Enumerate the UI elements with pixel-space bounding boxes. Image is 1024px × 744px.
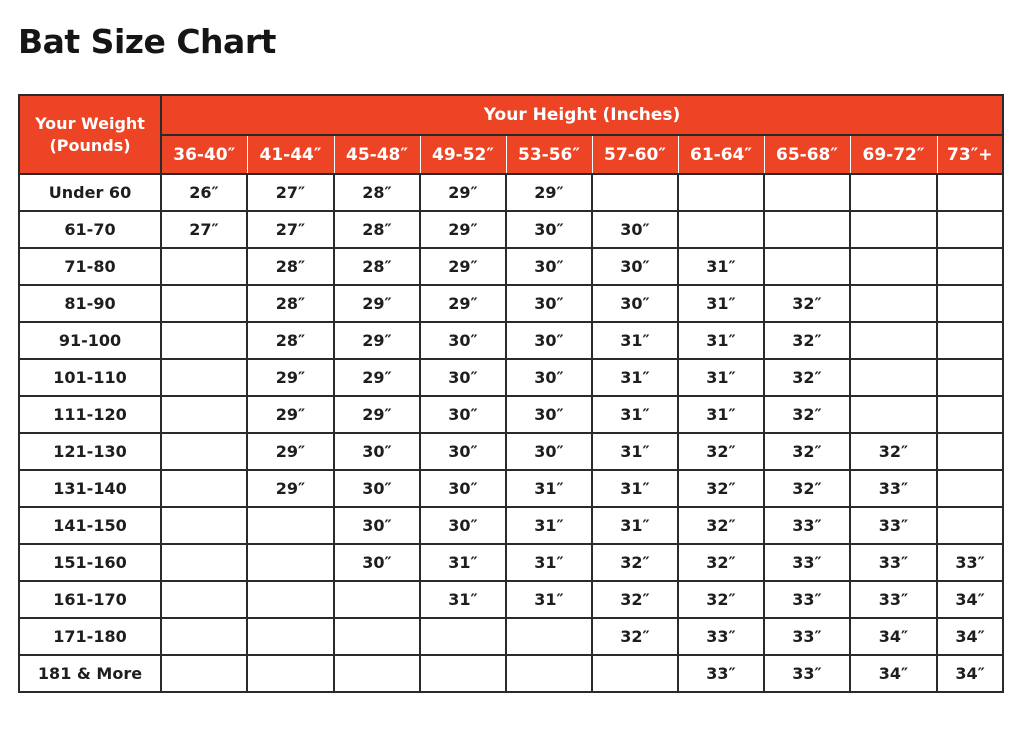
bat-length-cell [678,174,764,211]
bat-length-cell: 31″ [678,359,764,396]
bat-length-cell: 30″ [334,433,420,470]
bat-length-cell [161,248,247,285]
bat-length-cell: 29″ [247,470,334,507]
bat-length-cell [764,248,850,285]
bat-length-cell: 33″ [764,655,850,692]
bat-length-cell: 34″ [937,618,1003,655]
height-range-header: 53-56″ [506,135,592,174]
weight-cell: 151-160 [19,544,161,581]
bat-length-cell: 34″ [850,618,937,655]
weight-cell: 121-130 [19,433,161,470]
bat-length-cell [161,618,247,655]
bat-length-cell [506,618,592,655]
bat-length-cell: 34″ [937,581,1003,618]
bat-length-cell: 30″ [506,433,592,470]
bat-length-cell: 31″ [592,359,678,396]
bat-length-cell: 33″ [678,655,764,692]
bat-length-cell [161,359,247,396]
bat-length-cell: 29″ [247,396,334,433]
table-row [19,248,1003,285]
weight-cell: 171-180 [19,618,161,655]
bat-length-cell [937,433,1003,470]
bat-length-cell [764,211,850,248]
bat-length-cell: 33″ [764,581,850,618]
bat-length-cell: 30″ [420,359,506,396]
bat-length-cell: 30″ [420,433,506,470]
weight-cell: 161-170 [19,581,161,618]
bat-length-cell: 32″ [678,470,764,507]
bat-length-cell: 29″ [420,248,506,285]
bat-length-cell: 33″ [850,507,937,544]
bat-length-cell [420,655,506,692]
header-row-top [19,95,1003,135]
bat-length-cell [161,285,247,322]
bat-length-cell: 30″ [506,211,592,248]
bat-length-cell: 30″ [420,396,506,433]
bat-length-cell [247,581,334,618]
table-row [19,322,1003,359]
table-row [19,396,1003,433]
bat-length-cell [247,655,334,692]
bat-length-cell: 28″ [334,248,420,285]
bat-length-cell [937,470,1003,507]
bat-length-cell [161,507,247,544]
table-row [19,507,1003,544]
bat-length-cell [161,322,247,359]
bat-length-cell: 31″ [678,322,764,359]
bat-length-cell: 30″ [506,285,592,322]
bat-length-cell: 29″ [334,359,420,396]
bat-length-cell: 29″ [420,211,506,248]
bat-length-cell [937,322,1003,359]
height-range-header: 73″+ [937,135,1003,174]
table-row [19,174,1003,211]
bat-length-cell: 30″ [334,507,420,544]
table-row [19,655,1003,692]
bat-length-cell [334,655,420,692]
bat-length-cell [937,248,1003,285]
bat-length-cell: 28″ [247,285,334,322]
bat-length-cell: 32″ [678,507,764,544]
weight-cell: Under 60 [19,174,161,211]
table-row [19,359,1003,396]
bat-length-cell: 32″ [592,544,678,581]
weight-cell: 141-150 [19,507,161,544]
bat-length-cell: 27″ [161,211,247,248]
bat-length-cell: 31″ [592,322,678,359]
bat-length-cell [937,359,1003,396]
bat-length-cell: 27″ [247,174,334,211]
weight-cell: 81-90 [19,285,161,322]
height-range-header: 57-60″ [592,135,678,174]
bat-length-cell: 32″ [764,285,850,322]
bat-length-cell [850,396,937,433]
bat-length-cell: 32″ [764,470,850,507]
height-range-header: 65-68″ [764,135,850,174]
bat-length-cell: 31″ [506,507,592,544]
weight-column-header [19,95,161,174]
page-title: Bat Size Chart [18,22,276,61]
height-range-header: 49-52″ [420,135,506,174]
bat-length-cell: 30″ [592,248,678,285]
bat-length-cell [334,618,420,655]
weight-cell: 131-140 [19,470,161,507]
bat-length-cell: 32″ [678,433,764,470]
bat-length-cell: 30″ [420,322,506,359]
bat-length-cell [592,174,678,211]
bat-length-cell: 31″ [506,470,592,507]
bat-length-cell: 33″ [764,544,850,581]
bat-length-cell: 33″ [764,618,850,655]
bat-length-cell [937,507,1003,544]
table-row [19,211,1003,248]
bat-length-cell: 31″ [592,507,678,544]
bat-length-cell: 28″ [247,322,334,359]
bat-length-cell: 32″ [592,581,678,618]
bat-length-cell [161,433,247,470]
bat-length-cell: 33″ [937,544,1003,581]
bat-length-cell [161,544,247,581]
bat-length-cell: 29″ [334,285,420,322]
bat-length-cell: 34″ [937,655,1003,692]
bat-length-cell [247,618,334,655]
weight-cell: 101-110 [19,359,161,396]
table-row [19,285,1003,322]
table-body [19,174,1003,692]
bat-length-cell: 30″ [506,396,592,433]
height-range-header: 41-44″ [247,135,334,174]
bat-length-cell: 32″ [764,322,850,359]
weight-header-line2: (Pounds) [49,135,131,155]
bat-length-cell: 32″ [678,544,764,581]
bat-length-cell: 32″ [592,618,678,655]
bat-length-cell [161,581,247,618]
height-column-header: Your Height (Inches) [161,95,1003,135]
bat-length-cell [850,248,937,285]
bat-length-cell: 33″ [850,581,937,618]
bat-length-cell: 28″ [334,174,420,211]
bat-length-cell: 32″ [764,359,850,396]
bat-length-cell: 31″ [592,433,678,470]
bat-length-cell: 29″ [506,174,592,211]
bat-length-cell: 29″ [420,174,506,211]
bat-length-cell [850,174,937,211]
bat-length-cell [161,655,247,692]
bat-length-cell: 30″ [506,248,592,285]
bat-length-cell: 33″ [764,507,850,544]
bat-length-cell: 32″ [850,433,937,470]
bat-length-cell: 31″ [506,581,592,618]
height-ranges-row [19,135,1003,174]
bat-length-cell: 32″ [764,396,850,433]
bat-length-cell [850,211,937,248]
bat-length-cell: 29″ [247,433,334,470]
bat-length-cell: 29″ [420,285,506,322]
bat-length-cell: 30″ [592,211,678,248]
bat-length-cell: 31″ [420,544,506,581]
table-row [19,618,1003,655]
bat-length-cell: 29″ [247,359,334,396]
bat-length-cell: 29″ [334,396,420,433]
bat-length-cell: 32″ [678,581,764,618]
bat-length-cell: 31″ [678,248,764,285]
bat-length-cell: 30″ [506,359,592,396]
bat-length-cell: 31″ [506,544,592,581]
bat-length-cell: 32″ [764,433,850,470]
height-range-header: 36-40″ [161,135,247,174]
bat-length-cell: 31″ [592,396,678,433]
bat-length-cell: 31″ [678,396,764,433]
bat-length-cell: 30″ [334,544,420,581]
bat-length-cell: 34″ [850,655,937,692]
weight-header-line1: Your Weight [35,113,145,133]
bat-length-cell [247,544,334,581]
bat-length-cell [937,174,1003,211]
bat-length-cell [247,507,334,544]
weight-cell: 71-80 [19,248,161,285]
bat-length-cell [850,359,937,396]
table-row [19,581,1003,618]
height-range-header: 61-64″ [678,135,764,174]
bat-length-cell: 30″ [420,470,506,507]
weight-cell: 181 & More [19,655,161,692]
bat-length-cell: 28″ [334,211,420,248]
table-row [19,470,1003,507]
bat-length-cell [161,470,247,507]
bat-length-cell [850,322,937,359]
bat-length-cell [506,655,592,692]
bat-length-cell [161,396,247,433]
bat-length-cell: 31″ [592,470,678,507]
table-row [19,544,1003,581]
bat-length-cell: 30″ [592,285,678,322]
bat-length-cell [764,174,850,211]
bat-length-cell: 31″ [678,285,764,322]
bat-length-cell [420,618,506,655]
bat-length-cell [937,285,1003,322]
bat-length-cell [678,211,764,248]
bat-length-cell: 33″ [850,470,937,507]
bat-length-cell: 33″ [850,544,937,581]
bat-length-cell [937,396,1003,433]
bat-length-cell: 31″ [420,581,506,618]
table-row [19,433,1003,470]
bat-length-cell: 33″ [678,618,764,655]
bat-length-cell [850,285,937,322]
weight-cell: 91-100 [19,322,161,359]
bat-length-cell: 30″ [506,322,592,359]
bat-length-cell: 29″ [334,322,420,359]
bat-length-cell: 26″ [161,174,247,211]
height-range-header: 69-72″ [850,135,937,174]
bat-length-cell: 27″ [247,211,334,248]
bat-length-cell: 30″ [420,507,506,544]
bat-length-cell [937,211,1003,248]
bat-length-cell [592,655,678,692]
bat-size-table [18,94,1004,693]
height-range-header: 45-48″ [334,135,420,174]
bat-length-cell: 28″ [247,248,334,285]
weight-cell: 61-70 [19,211,161,248]
bat-length-cell [334,581,420,618]
bat-length-cell: 30″ [334,470,420,507]
weight-cell: 111-120 [19,396,161,433]
